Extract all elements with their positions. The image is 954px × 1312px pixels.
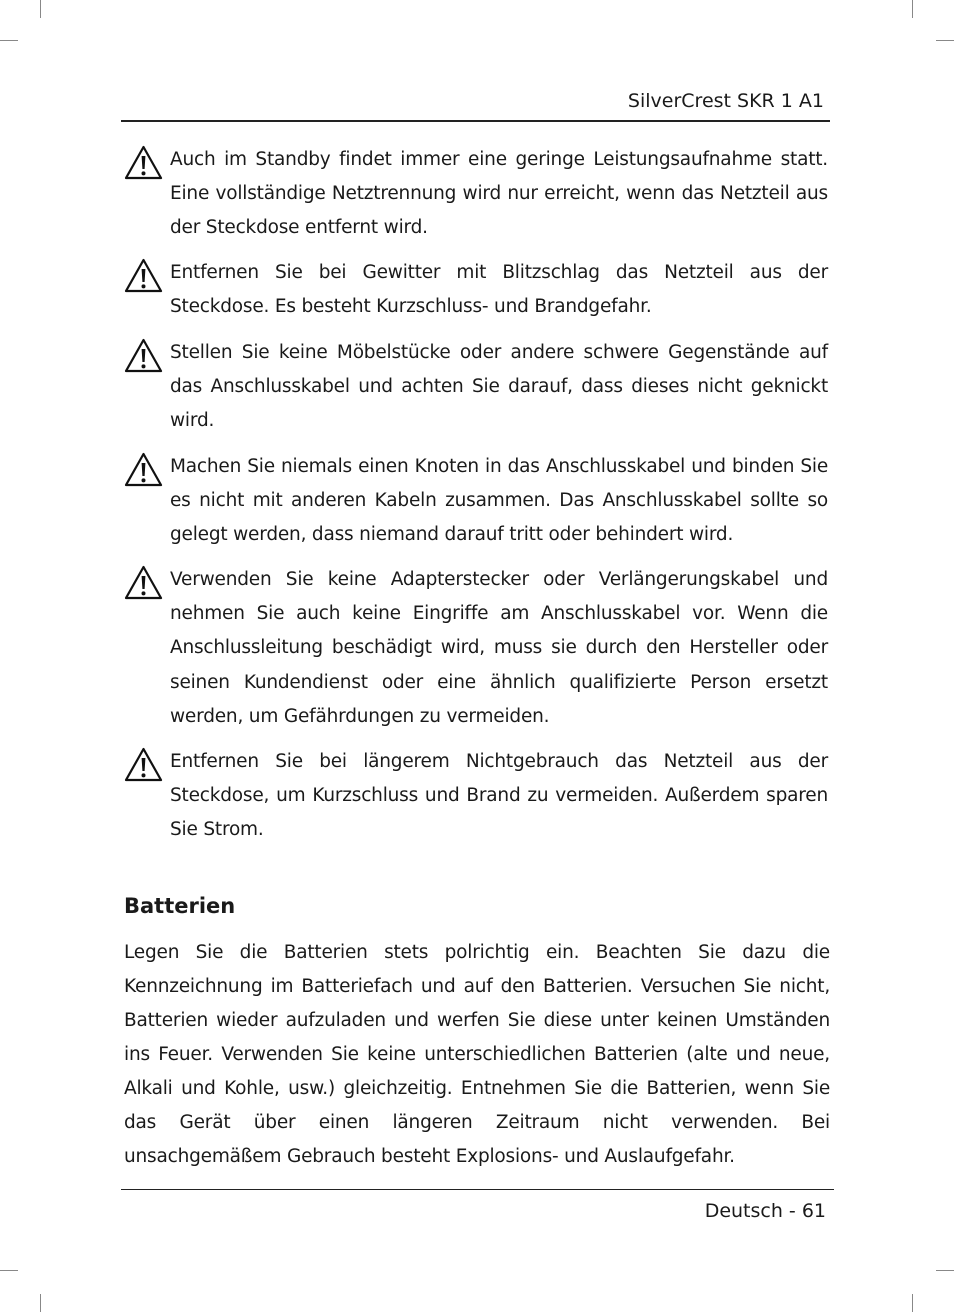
- header-rule: [121, 120, 830, 122]
- warning-text: Machen Sie niemals einen Knoten in das Anschlusskabel und binden Sie es nicht mit anderen Kabeln zusammen. Das Anschlusskabel sollte so gelegt werden, dass niemand darauf tritt oder behindert wird.: [170, 456, 828, 546]
- crop-mark: [40, 0, 41, 18]
- warning-text: Verwenden Sie keine Adapterstecker oder Verlängerungskabel und nehmen Sie auch keine Eingriffe am Anschlusskabel vor. Wenn die Anschlussleitung beschädigt wird, muss sie durch den Hersteller oder seinen Kundendienst oder eine ähnlich qualifizierte Person ersetzt werden, um Gefährdungen zu vermeiden.: [170, 569, 828, 727]
- section-body: Legen Sie die Batterien stets polrichtig ein. Beachten Sie dazu die Kennzeichnung im Batteriefach und auf den Batterien. Versuchen Sie nicht, Batterien wieder aufzuladen und werfen Sie diese unter keinen Umständen ins Feuer. Verwenden Sie keine unterschiedlichen Batterien (alte und neue, Alkali und Kohle, usw.) gleichzeitig. Entnehmen Sie die Batterien, wenn Sie das Gerät über einen längeren Zeitraum nicht verwenden. Bei unsachgemäßem Gebrauch besteht Explosions- und Auslaufgefahr.: [124, 942, 830, 1167]
- warning-text: Entfernen Sie bei längerem Nichtgebrauch das Netzteil aus der Steckdose, um Kurzschluss und Brand zu vermeiden. Außerdem sparen Sie Strom.: [170, 751, 828, 841]
- warning-triangle-icon: [124, 258, 163, 293]
- warning-triangle-icon: [124, 145, 163, 180]
- warning-item: [124, 143, 828, 246]
- crop-mark: [912, 0, 913, 18]
- warning-text: Auch im Standby findet immer eine geringe Leistungsaufnahme statt. Eine vollständige Netztrennung wird nur erreicht, wenn das Netzteil aus der Steckdose entfernt wird.: [170, 149, 828, 239]
- warning-item: [124, 450, 828, 553]
- warning-item: [124, 563, 828, 734]
- crop-mark: [0, 1270, 18, 1271]
- crop-mark: [0, 40, 18, 41]
- crop-mark: [936, 1270, 954, 1271]
- crop-mark: [40, 1294, 41, 1312]
- warning-triangle-icon: [124, 452, 163, 487]
- warning-triangle-icon: [124, 565, 163, 600]
- warning-text: Entfernen Sie bei Gewitter mit Blitzschlag das Netzteil aus der Steckdose. Es besteht Kurzschluss- und Brandgefahr.: [170, 262, 828, 318]
- warning-text: Stellen Sie keine Möbelstücke oder andere schwere Gegenstände auf das Anschlusskabel und achten Sie darauf, dass dieses nicht geknickt wird.: [170, 342, 828, 432]
- warning-triangle-icon: [124, 338, 163, 373]
- warning-item: [124, 336, 828, 439]
- footer-rule: [121, 1189, 834, 1190]
- section-heading: Batterien: [124, 894, 236, 918]
- warning-item: [124, 256, 828, 324]
- warning-triangle-icon: [124, 747, 163, 782]
- warning-item: [124, 745, 828, 848]
- running-header: SilverCrest SKR 1 A1: [627, 90, 824, 112]
- crop-mark: [936, 40, 954, 41]
- crop-mark: [912, 1294, 913, 1312]
- page-number: Deutsch - 61: [704, 1200, 826, 1222]
